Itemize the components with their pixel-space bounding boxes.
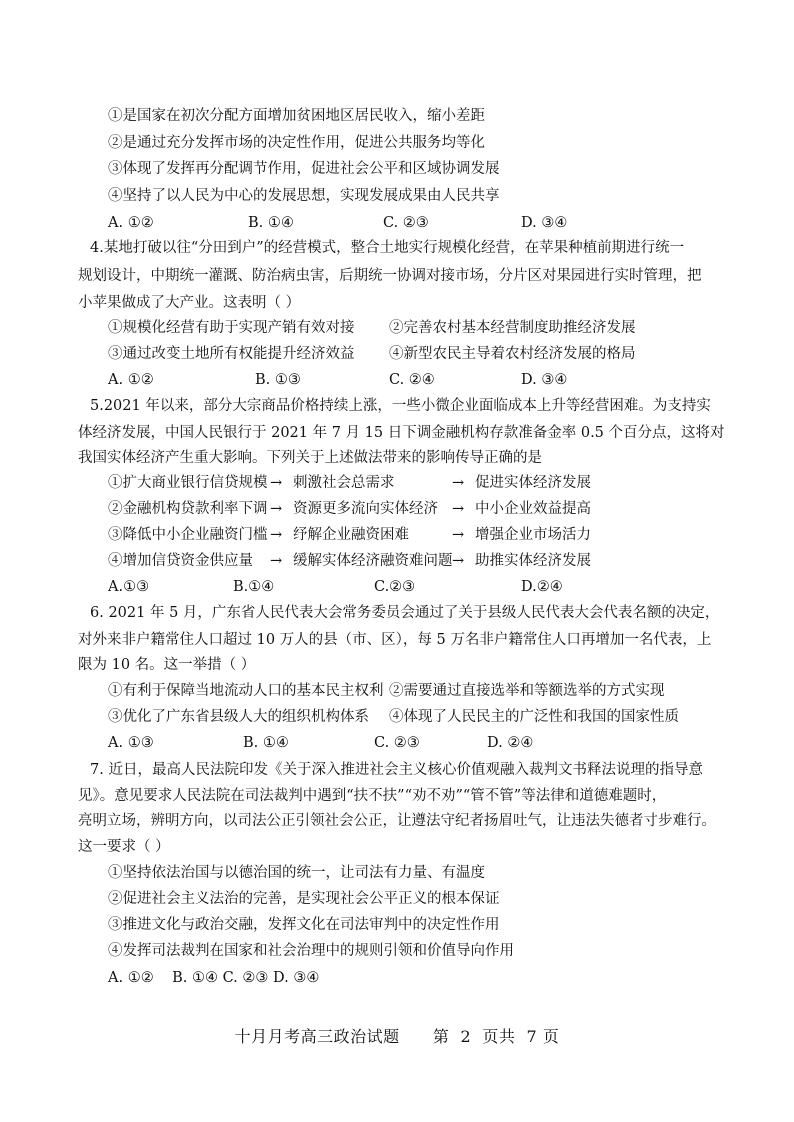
footer-page-number: 第 2 页共 7 页 (432, 1027, 560, 1046)
footer-exam-title: 十月月考高三政治试题 (234, 1027, 400, 1046)
q7-item-3: ③推进文化与政治交融，发挥文化在司法审判中的决定性作用 (108, 917, 500, 933)
q6-item-2: ②需要通过直接选举和等额选举的方式实现 (389, 683, 665, 699)
q4-stem-line-3: 小苹果做成了大产业。这表明（ ） (78, 295, 301, 311)
q7-stem-line-4: 这一要求（ ） (78, 839, 170, 855)
q3-choice-b: B. ①④ (248, 215, 294, 231)
q5-choice-a: A.①③ (108, 579, 150, 595)
q4-item-1: ①规模化经营有助于实现产销有效对接 (108, 320, 355, 336)
q3-item-2: ②是通过充分发挥市场的决定性作用，促进公共服务均等化 (108, 135, 485, 151)
q5-chain-3-effect: 增强企业市场活力 (475, 527, 591, 543)
q7-item-1: ①坚持依法治国与以德治国的统一，让司法有力量、有温度 (108, 865, 485, 881)
q3-item-4: ④坚持了以人民为中心的发展思想，实现发展成果由人民共享 (108, 188, 500, 204)
q5-choice-b: B.①④ (233, 579, 275, 595)
q3-item-1: ①是国家在初次分配方面增加贫困地区居民收入，缩小差距 (108, 108, 485, 124)
q7-stem-line-3: 亮明立场，辨明方向，以司法公正引领社会公正，让遵法守纪者扬眉吐气，让违法失德者寸步难行。 (78, 813, 716, 829)
q5-choice-c: C.②③ (374, 579, 416, 595)
q5-chain-1-cause: ①扩大商业银行信贷规模 (108, 475, 268, 491)
q4-stem-line-2: 规划设计，中期统一灌溉、防治病虫害，后期统一协调对接市场，分片区对果园进行实时管理，把 (78, 268, 702, 284)
page-footer (0, 1024, 794, 1047)
q4-stem-line-1: 4.某地打破以往“分田到户”的经营模式，整合土地实行规模化经营，在苹果种植前期进行统一 (90, 240, 685, 256)
q3-choice-d: D. ③④ (521, 215, 568, 231)
q5-chain-1-arrow-1: → (270, 475, 283, 491)
q5-chain-3-middle: 纾解企业融资困难 (293, 527, 409, 543)
q5-stem-line-1: 5.2021 年以来，部分大宗商品价格持续上涨，一些小微企业面临成本上升等经营困难。为支持实 (90, 398, 711, 414)
q7-stem-line-2: 见》。意见要求人民法院在司法裁判中遇到“扶不扶”“劝不劝”“管不管”等法律和道德难题时， (78, 788, 667, 804)
q6-choice-a: A. ①③ (108, 735, 154, 751)
q4-choice-c: C. ②④ (389, 372, 435, 388)
q5-chain-3-arrow-1: → (270, 527, 283, 543)
q4-choice-d: D. ③④ (521, 372, 568, 388)
q6-choice-b: B. ①④ (243, 735, 289, 751)
q5-chain-2-middle: 资源更多流向实体经济 (293, 501, 438, 517)
q7-item-4: ④发挥司法裁判在国家和社会治理中的规则引领和价值导向作用 (108, 943, 514, 959)
q5-stem-line-2: 体经济发展，中国人民银行于 2021 年 7 月 15 日下调金融机构存款准备金率 0.5 个百分点，这将对 (78, 425, 725, 441)
q7-item-2: ②促进社会主义法治的完善，是实现社会公平正义的根本保证 (108, 891, 500, 907)
q6-choice-d: D. ②④ (487, 735, 534, 751)
q6-choice-c: C. ②③ (374, 735, 420, 751)
q5-chain-4-arrow-1: → (270, 553, 283, 569)
q5-chain-2-effect: 中小企业效益提高 (475, 501, 591, 517)
q3-choice-a: A. ①② (108, 215, 154, 231)
q6-item-4: ④体现了人民民主的广泛性和我国的国家性质 (389, 709, 679, 725)
q5-chain-4-middle: 缓解实体经济融资难问题 (293, 553, 453, 569)
q5-chain-3-arrow-2: → (452, 527, 465, 543)
q7-choices: A. ①② B. ①④ C. ②③ D. ③④ (108, 970, 320, 986)
q5-chain-4-cause: ④增加信贷资金供应量 (108, 553, 253, 569)
q5-chain-4-effect: 助推实体经济发展 (475, 553, 591, 569)
q5-chain-2-arrow-2: → (452, 501, 465, 517)
q4-choice-b: B. ①③ (255, 372, 301, 388)
q5-chain-1-arrow-2: → (452, 475, 465, 491)
q7-stem-line-1: 7. 近日，最高人民法院印发《关于深入推进社会主义核心价值观融入裁判文书释法说理的指导意 (90, 762, 703, 778)
q5-stem-line-3: 我国实体经济产生重大影响。下列关于上述做法带来的影响传导正确的是 (78, 450, 542, 466)
q6-item-3: ③优化了广东省县级人大的组织机构体系 (108, 709, 369, 725)
q6-stem-line-2: 对外来非户籍常住人口超过 10 万人的县（市、区），每 5 万名非户籍常住人口再增加一名代表，上 (78, 632, 712, 648)
q5-choice-d: D.②④ (521, 579, 563, 595)
q4-item-2: ②完善农村基本经营制度助推经济发展 (389, 320, 636, 336)
q4-item-3: ③通过改变土地所有权能提升经济效益 (108, 346, 355, 362)
q3-choice-c: C. ②③ (383, 215, 429, 231)
q5-chain-1-effect: 促进实体经济发展 (475, 475, 591, 491)
q6-stem-line-1: 6. 2021 年 5 月，广东省人民代表大会常务委员会通过了关于县级人民代表大会代表名额的决定， (90, 605, 720, 621)
q4-choice-a: A. ①② (108, 372, 154, 388)
q4-item-4: ④新型农民主导着农村经济发展的格局 (389, 346, 636, 362)
q5-chain-2-arrow-1: → (270, 501, 283, 517)
q5-chain-1-middle: 刺激社会总需求 (293, 475, 395, 491)
q5-chain-2-cause: ②金融机构贷款利率下调 (108, 501, 268, 517)
q6-item-1: ①有利于保障当地流动人口的基本民主权利 (108, 683, 384, 699)
q3-item-3: ③体现了发挥再分配调节作用，促进社会公平和区域协调发展 (108, 161, 500, 177)
q6-stem-line-3: 限为 10 名。这一举措（ ） (78, 657, 256, 673)
q5-chain-4-arrow-2: → (452, 553, 465, 569)
q5-chain-3-cause: ③降低中小企业融资门槛 (108, 527, 268, 543)
